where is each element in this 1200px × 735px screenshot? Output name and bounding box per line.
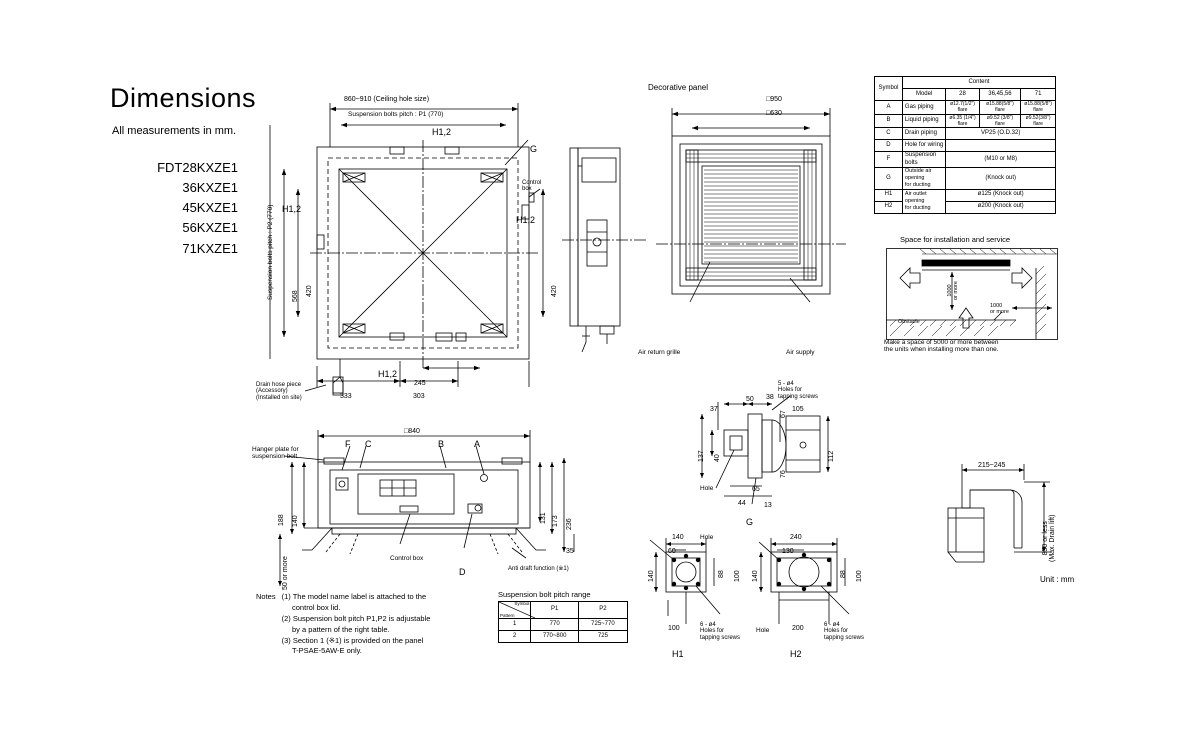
detail-g-dim-37: 37: [710, 406, 718, 413]
pitch-col-p1: P1: [531, 602, 578, 619]
h12-label-right: H1,2: [516, 215, 536, 225]
detail-g-label: G: [746, 517, 754, 527]
detail-h2-tapping-label: 6 - ø4 Holes for tapping screws: [824, 622, 865, 641]
detail-h2-dim-240: 240: [790, 534, 802, 541]
symbol-H2-v0: ø200 (Knock out): [946, 201, 1056, 213]
decorative-panel-drawing: [650, 92, 850, 352]
table-row: [875, 128, 1056, 140]
table-row: [875, 101, 1056, 115]
service-dim-horizontal: 1000 or more: [990, 303, 1009, 315]
symbol-D-name: Hole for wiring: [902, 140, 945, 152]
hanger-plate-label: Hanger plate for suspension bolt: [252, 446, 299, 460]
unit-note: Unit : mm: [1040, 575, 1075, 584]
top-view-drawing: [240, 85, 570, 405]
dim-236: 236: [566, 518, 573, 530]
symbol-content-table: [874, 76, 1056, 214]
control-box-label-section: Control box: [390, 555, 424, 562]
letter-C-label: C: [365, 439, 372, 449]
table-row: [875, 152, 1056, 168]
symbol-D: D: [875, 140, 903, 152]
symbol-D-v0: [946, 140, 1056, 152]
pitch-row-1-p2: 725~770: [578, 619, 627, 631]
detail-h1-dim-100-right: 100: [734, 570, 741, 582]
pitch-row-1-pattern: 1: [499, 619, 531, 631]
model-item-2: 45KXZE1: [182, 200, 238, 216]
detail-g-dim-44: 44: [738, 500, 746, 507]
dim-50-or-more: 50 or more: [282, 556, 289, 590]
content-header: Content: [902, 77, 1055, 89]
detail-g-dim-38: 38: [766, 394, 774, 401]
detail-h1-label: H1: [672, 649, 684, 659]
model-item-1: 36KXZE1: [182, 180, 238, 196]
model-col-28: 28: [946, 89, 979, 101]
dim-131: 131: [540, 512, 547, 524]
h12-label-left: H1,2: [282, 204, 302, 214]
dim-188: 188: [278, 514, 285, 526]
symbol-H1: H1: [875, 189, 903, 201]
detail-h1-dim-100-bottom: 100: [668, 625, 680, 632]
dim-35: 35: [566, 548, 574, 555]
service-dim-vertical: 1000 or more: [947, 281, 959, 300]
h12-label-bottom: H1,2: [378, 369, 398, 379]
side-view-drawing: [560, 140, 650, 360]
h12-label-top: H1,2: [432, 127, 452, 137]
table-row: [499, 631, 628, 643]
drain-lift-drawing: [940, 450, 1090, 590]
drain-dim-850: 850 or less (Max. Drain lift): [1042, 514, 1057, 562]
dim-420-right: 420: [551, 285, 558, 297]
g-label-top-view: G: [530, 144, 538, 154]
page-title: Dimensions: [110, 83, 257, 113]
table-row: [499, 619, 628, 631]
detail-g-dim-137: 137: [698, 450, 705, 462]
symbol-G-name: Outside air opening for ducting: [902, 168, 945, 190]
symbol-C-v0: VP25 (O.D.32): [946, 128, 1056, 140]
detail-h1-dim-140-top: 140: [672, 534, 684, 541]
pitch-row-2-p1: 770~800: [531, 631, 578, 643]
symbol-header: Symbol: [875, 77, 903, 101]
dim-140: 140: [292, 515, 299, 527]
symbol-B: B: [875, 114, 903, 128]
model-col-36-45-56: 36,45,56: [979, 89, 1021, 101]
anti-draft-label: Anti draft function (※1): [508, 566, 569, 572]
pitch-table-title: Suspension bolt pitch range: [498, 590, 591, 599]
symbol-H2: H2: [875, 201, 903, 213]
model-list: [110, 158, 238, 259]
detail-g-hole-label: Hole: [700, 485, 714, 492]
symbol-G-v0: (Knock out): [946, 168, 1056, 190]
pitch-range-table-block: [498, 590, 628, 643]
symbol-B-v0: ø6.35 (1/4") flare: [946, 114, 979, 128]
symbol-A-v2: ø15.88(5/8") flare: [1021, 101, 1056, 115]
dim-420-left: 420: [306, 285, 313, 297]
detail-h2-dim-200: 200: [792, 625, 804, 632]
control-box-label-top: Control box: [522, 180, 542, 193]
symbol-H1-v0: ø125 (Knock out): [946, 189, 1056, 201]
page-subtitle: All measurements in mm.: [112, 125, 237, 137]
pitch-row-2-pattern: 2: [499, 631, 531, 643]
detail-h1-hole-label: Hole: [700, 534, 714, 541]
table-row: [875, 201, 1056, 213]
drain-hose-piece-label: Drain hose piece (Accessory) (Installed on site): [256, 382, 302, 401]
detail-h2-label: H2: [790, 649, 802, 659]
detail-h2-hole-label: Hole: [756, 627, 770, 634]
notes-block: [256, 592, 486, 657]
model-item-3: 56KXZE1: [182, 220, 238, 236]
model-header: Model: [902, 89, 945, 101]
symbol-A-v0: ø12.7(1/2") flare: [946, 101, 979, 115]
service-space-title: Space for installation and service: [900, 235, 1011, 244]
dim-840: □840: [404, 428, 420, 435]
symbol-C-name: Drain piping: [902, 128, 945, 140]
symbol-C: C: [875, 128, 903, 140]
obstacle-label: Obstacle: [898, 319, 920, 325]
pitch-table-symbol-label: Symbol: [514, 601, 530, 606]
symbol-F-v0: (M10 or M8): [946, 152, 1056, 168]
ceiling-hole-dimension: 860~910 (Ceiling hole size): [344, 96, 430, 103]
note-item-2: (3) Section 1 (※1) is provided on the panel T-PSAE-5AW-E only.: [281, 635, 424, 656]
note-item-1: (2) Suspension bolt pitch P1,P2 is adjustable by a pattern of the right table.: [281, 613, 431, 634]
detail-h1-tapping-label: 6 - ø4 Holes for tapping screws: [700, 622, 741, 641]
note-item-0: (1) The model name label is attached to the control box lid.: [281, 592, 427, 612]
detail-g-tapping-label: 5 - ø4 Holes for tapping screws: [778, 381, 819, 400]
air-return-grille-label: Air return grille: [638, 349, 681, 356]
detail-h1-dim-88: 88: [718, 570, 725, 578]
detail-g-dim-40: 40: [714, 454, 721, 462]
dim-303: 303: [413, 393, 425, 400]
detail-g-dim-50: 50: [746, 396, 754, 403]
bolt-pitch-p2-label: Suspension bolts pitch : P2 (770): [267, 204, 274, 300]
service-space-note: Make a space of 5000 or more between the units when installing more than one.: [884, 339, 999, 353]
detail-h2-dim-100: 100: [856, 570, 863, 582]
letter-D-label: D: [459, 567, 466, 577]
pitch-table-corner: [499, 602, 531, 619]
detail-h1-dim-60: 60: [668, 548, 676, 555]
air-supply-label: Air supply: [786, 349, 815, 356]
table-row: [875, 168, 1056, 190]
detail-g-dim-105: 105: [792, 406, 804, 413]
symbol-B-v1: ø9.52 (3/8") flare: [979, 114, 1021, 128]
dim-568: 568: [292, 290, 299, 302]
decorative-panel-title: Decorative panel: [648, 83, 709, 92]
symbol-F-name: Suspension bolts: [902, 152, 945, 168]
symbol-A: A: [875, 101, 903, 115]
detail-h2-dim-130: 130: [782, 548, 794, 555]
table-row: [875, 189, 1056, 201]
pitch-table-pattern-label: Pattern: [500, 613, 515, 619]
letter-B-label: B: [438, 439, 445, 449]
detail-g-dim-13: 13: [764, 502, 772, 509]
table-row: [875, 114, 1056, 128]
symbol-A-v1: ø15.88(5/8") flare: [979, 101, 1021, 115]
symbol-G: G: [875, 168, 903, 190]
pitch-col-p2: P2: [578, 602, 627, 619]
detail-g-dim-112: 112: [828, 450, 835, 462]
notes-title: Notes: [256, 592, 276, 601]
pitch-row-1-p1: 770: [531, 619, 578, 631]
model-item-4: 71KXZE1: [182, 240, 238, 256]
detail-h2-dim-140: 140: [752, 570, 759, 582]
letter-F-label: F: [345, 439, 351, 449]
dim-245: 245: [414, 380, 426, 387]
detail-g-dim-67: 67: [780, 410, 787, 418]
letter-A-label: A: [474, 439, 481, 449]
dim-173: 173: [552, 515, 559, 527]
symbol-F: F: [875, 152, 903, 168]
panel-dim-630: □630: [766, 110, 782, 117]
panel-dim-950: □950: [766, 96, 782, 103]
table-row: [875, 140, 1056, 152]
model-col-71: 71: [1021, 89, 1056, 101]
detail-g-dim-76: 76: [780, 470, 787, 478]
detail-g-dim-65: 65: [752, 486, 760, 493]
symbol-B-name: Liquid piping: [902, 114, 945, 128]
detail-h1-dim-140-left: 140: [648, 570, 655, 582]
dim-333: 333: [340, 393, 352, 400]
symbol-H-name: Air outlet opening for ducting: [902, 189, 945, 213]
symbol-B-v2: ø9.52(3/8") flare: [1021, 114, 1056, 128]
bolt-pitch-p1-label: Suspension bolts pitch : P1 (770): [348, 111, 444, 118]
symbol-A-name: Gas piping: [902, 101, 945, 115]
service-space-drawing: [886, 248, 1058, 340]
pitch-row-2-p2: 725: [578, 631, 627, 643]
model-item-0: FDT28KXZE1: [157, 160, 238, 175]
detail-h2-dim-88: 88: [840, 570, 847, 578]
drain-dim-215-245: 215~245: [978, 462, 1006, 469]
